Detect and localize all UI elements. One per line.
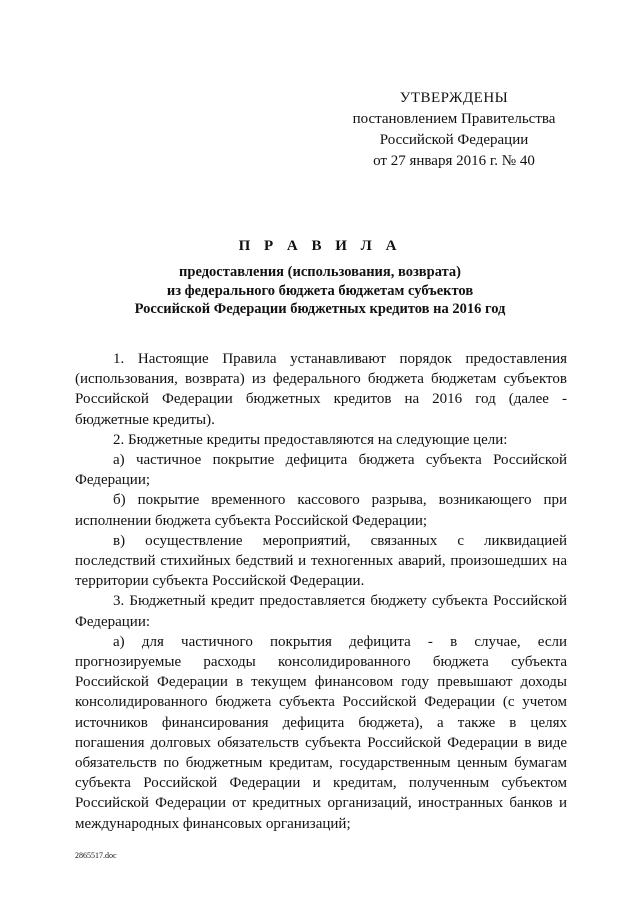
subtitle-line-1: предоставления (использования, возврата) bbox=[179, 264, 461, 280]
document-filename: 2865517.doc bbox=[75, 851, 117, 860]
paragraph-2c: в) осуществление мероприятий, связанных с ликвидацией последствий стихийных бедствий и техногенных аварий, произошедших на территории субъекта Российской Федерации. bbox=[75, 532, 567, 590]
document-subtitle bbox=[95, 263, 545, 319]
paragraph-3: 3. Бюджетный кредит предоставляется бюджету субъекта Российской Федерации: bbox=[75, 593, 567, 630]
approval-line-2: Российской Федерации bbox=[379, 132, 529, 148]
document-body bbox=[75, 349, 567, 834]
paragraph-2: 2. Бюджетные кредиты предоставляются на следующие цели: bbox=[113, 431, 508, 448]
approval-block bbox=[340, 88, 568, 172]
approval-line-3: от 27 января 2016 г. № 40 bbox=[373, 153, 535, 169]
paragraph-2b: б) покрытие временного кассового разрыва, возникающего при исполнении бюджета субъекта Российской Федерации; bbox=[75, 492, 567, 529]
subtitle-line-2: из федерального бюджета бюджетам субъектов bbox=[166, 282, 474, 299]
paragraph-2a: а) частичное покрытие дефицита бюджета субъекта Российской Федерации; bbox=[75, 452, 567, 489]
subtitle-line-3: Российской Федерации бюджетных кредитов на 2016 год bbox=[134, 301, 506, 317]
paragraph-1: 1. Настоящие Правила устанавливают порядок предоставления (использования, возврата) из федерального бюджета бюджетам субъектов Российской Федерации бюджетных кредитов на 2016 год (далее - бюджетные кредиты). bbox=[75, 351, 567, 428]
document-title: П Р А В И Л А bbox=[238, 238, 402, 254]
paragraph-3a: а) для частичного покрытия дефицита - в случае, если прогнозируемые расходы консолидированного бюджета субъекта Российской Федерации в текущем финансовом году превышают доходы консолидированного бюджета субъекта Российской Федерации (с учетом источников финансирования дефицита бюджета), а также в целях погашения долговых обязательств субъекта Российской Федерации в виде обязательств по бюджетным кредитам, государственным ценным бумагам субъекта Российской Федерации и кредитам, полученным субъектом Российской Федерации от кредитных организаций, иностранных банков и международных финансовых организаций; bbox=[75, 633, 567, 832]
approval-heading: УТВЕРЖДЕНЫ bbox=[399, 90, 509, 106]
approval-line-1: постановлением Правительства bbox=[352, 111, 556, 127]
